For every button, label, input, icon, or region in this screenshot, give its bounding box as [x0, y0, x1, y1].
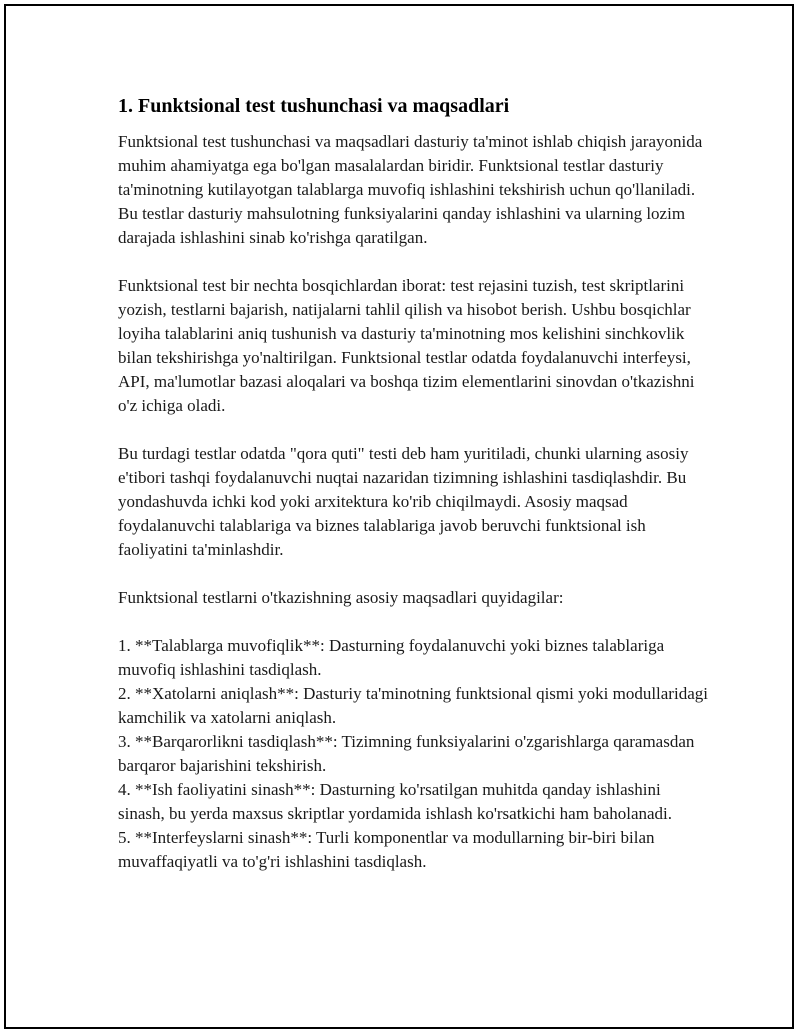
- list-item: 2. **Xatolarni aniqlash**: Dasturiy ta'minotning funktsional qismi yoki modullaridagi kamchilik va xatolarni aniqlash.: [118, 684, 708, 727]
- list-item: 4. **Ish faoliyatini sinash**: Dasturning ko'rsatilgan muhitda qanday ishlashini sinash, bu yerda maxsus skriptlar yordamida ishlash ko'rsatkichi ham baholanadi.: [118, 780, 673, 823]
- paragraph-stages: Funktsional test bir nechta bosqichlardan iborat: test rejasini tuzish, test skriptlarini yozish, testlarni bajarish, natijalarni tahlil qilish va hisobot berish. Ushbu bosqichlar loyiha talablarini aniq tushunish va dasturiy ta'minotning mos kelishini sinchkovlik bilan tekshirishga yo'naltirilgan. Funktsional testlar odatda foydalanuvchi interfeysi, API, ma'lumotlar bazasi aloqalari va boshqa tizim elementlarini sinovdan o'tkazishni o'z ichiga oladi.: [118, 276, 695, 415]
- goals-list: [118, 634, 708, 874]
- list-item: 1. **Talablarga muvofiqlik**: Dasturning foydalanuvchi yoki biznes talablariga muvofiq ishlashini tasdiqlash.: [118, 636, 665, 679]
- list-item: 5. **Interfeyslarni sinash**: Turli komponentlar va modullarning bir-biri bilan muvaffaqiyatli va to'g'ri ishlashini tasdiqlash.: [118, 828, 655, 871]
- paragraph-black-box: Bu turdagi testlar odatda "qora quti" testi deb ham yuritiladi, chunki ularning asosiy e'tibori tashqi foydalanuvchi nuqtai nazaridan tizimning ishlashini tasdiqlashdir. Bu yondashuvda ichki kod yoki arxitektura ko'rib chiqilmaydi. Asosiy maqsad foydalanuvchi talablariga va biznes talablariga javob beruvchi funktsional ish faoliyatini ta'minlashdir.: [118, 444, 689, 559]
- section-heading: 1. Funktsional test tushunchasi va maqsadlari: [118, 95, 510, 117]
- paragraph-goals-intro: Funktsional testlarni o'tkazishning asosiy maqsadlari quyidagilar:: [118, 588, 564, 607]
- document-body: [118, 94, 708, 874]
- list-item: 3. **Barqarorlikni tasdiqlash**: Tizimning funksiyalarini o'zgarishlarga qaramasdan barqaror bajarishini tekshirish.: [118, 732, 695, 775]
- paragraph-definition: Funktsional test tushunchasi va maqsadlari dasturiy ta'minot ishlab chiqish jarayonida muhim ahamiyatga ega bo'lgan masalalardan biridir. Funktsional testlar dasturiy ta'minotning kutilayotgan talablarga muvofiq ishlashini tekshirish uchun qo'llaniladi. Bu testlar dasturiy mahsulotning funksiyalarini qanday ishlashini va ularning lozim darajada ishlashini sinab ko'rishga qaratilgan.: [118, 132, 703, 247]
